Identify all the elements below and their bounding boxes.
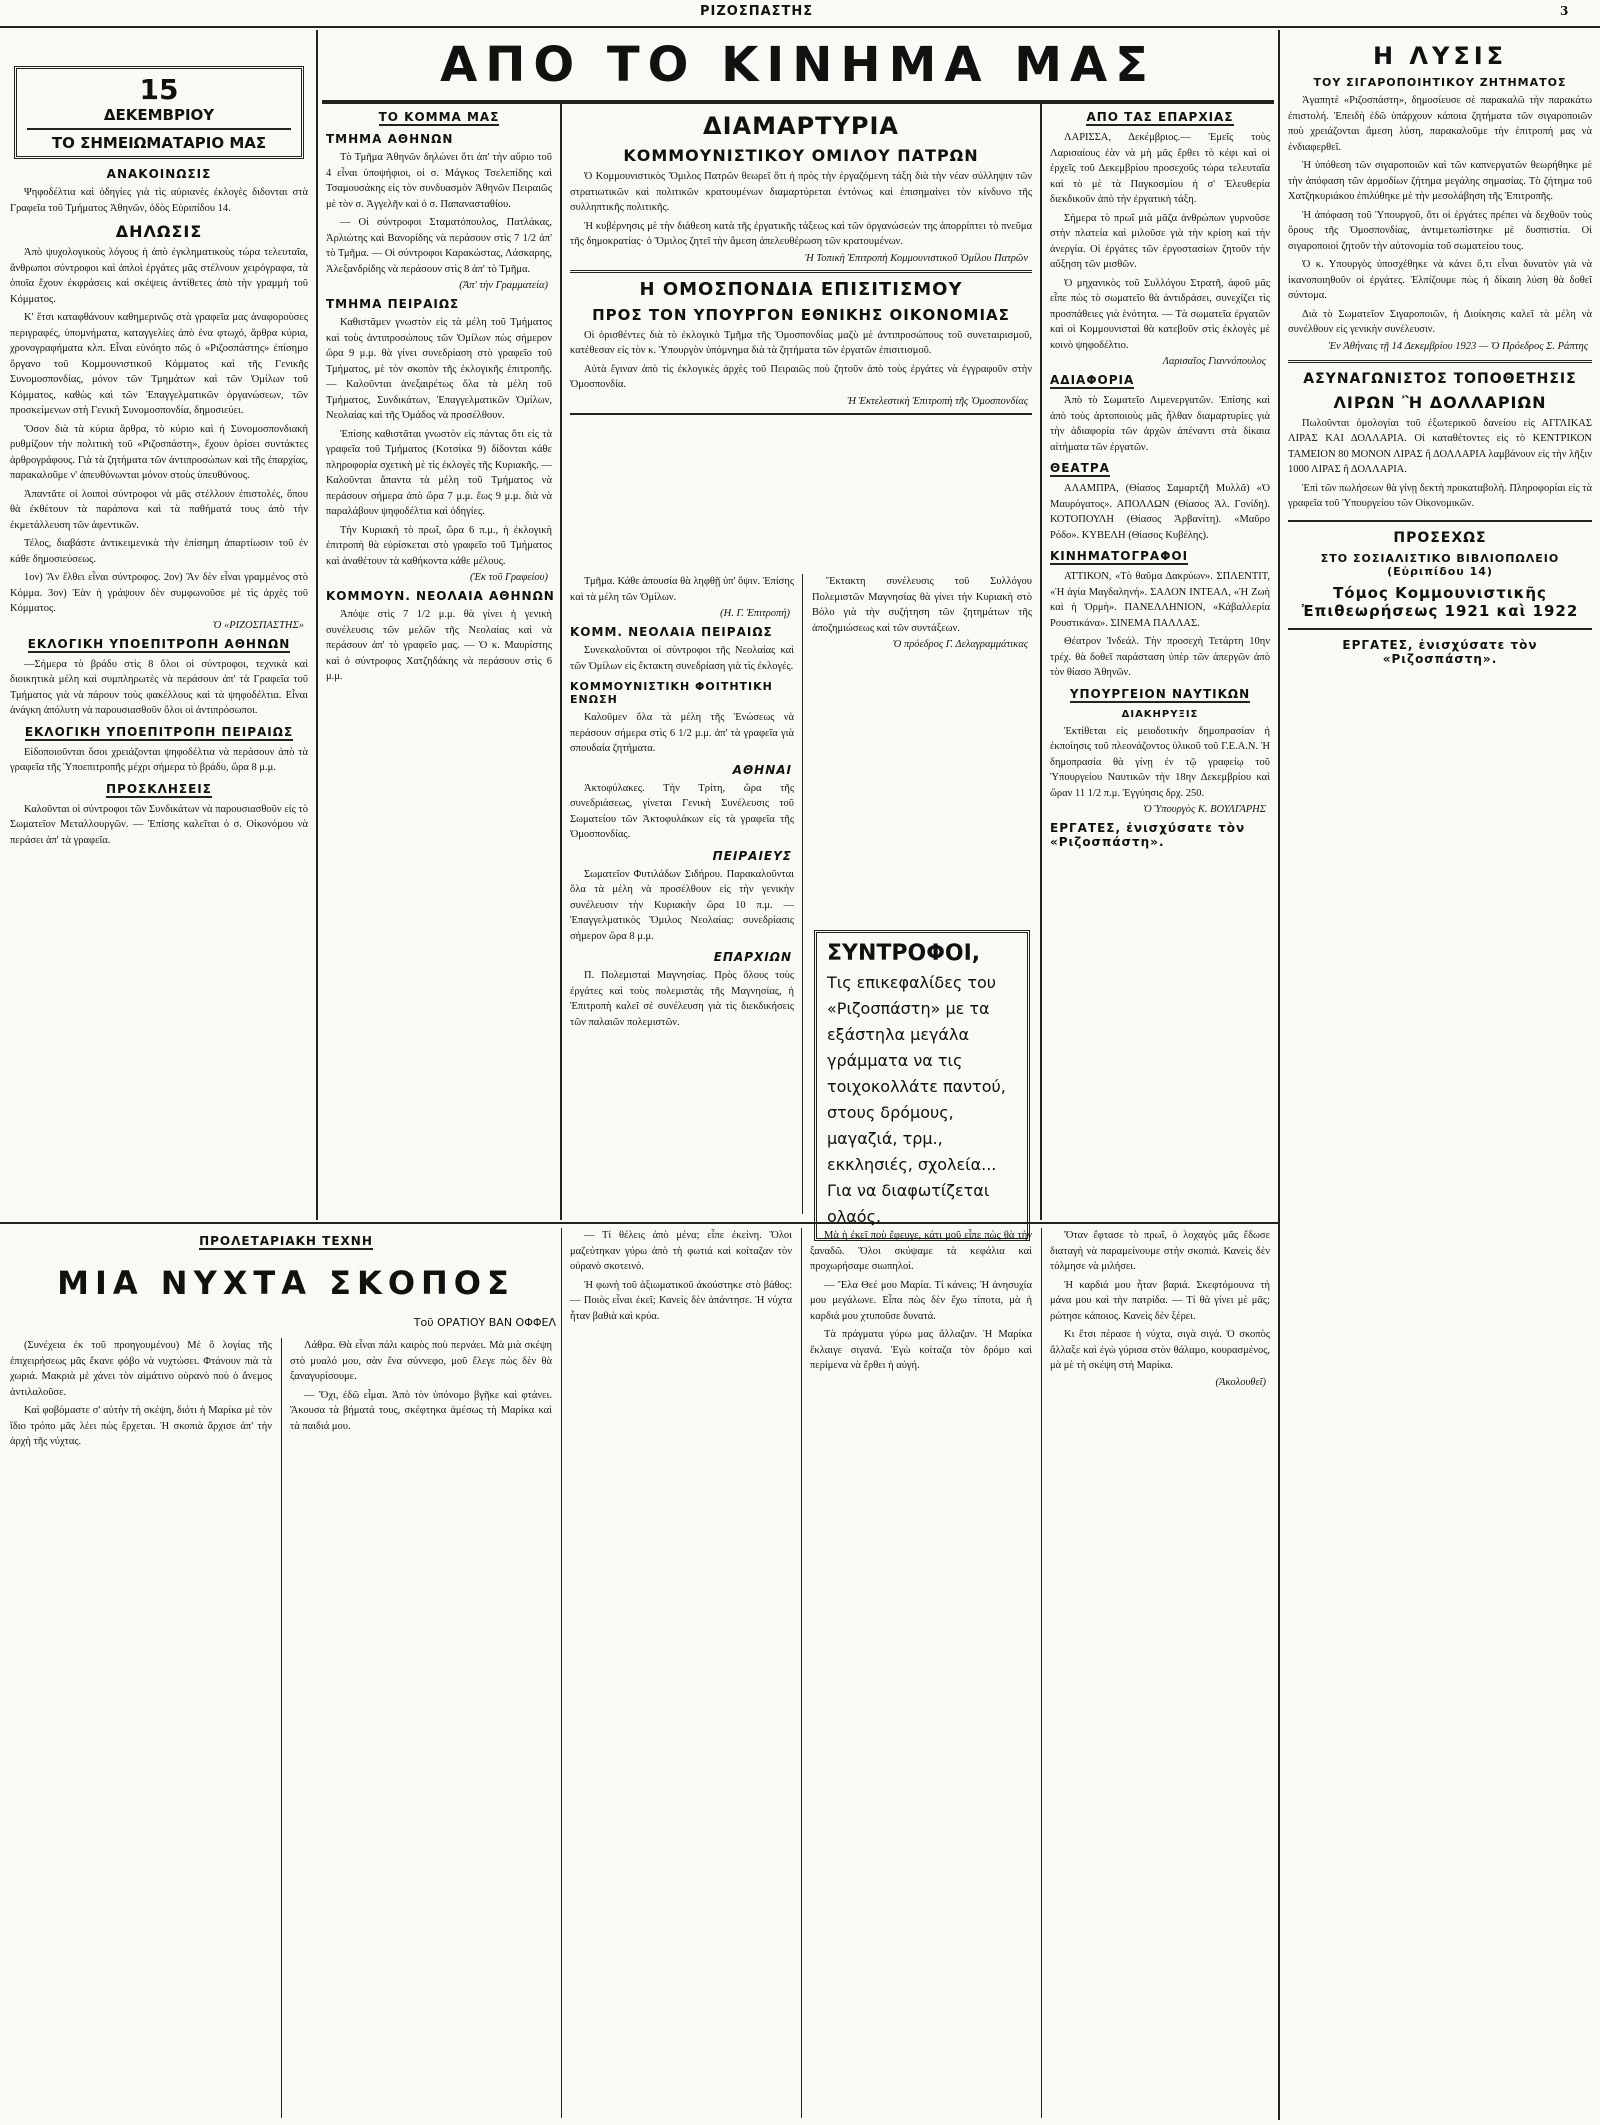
top-rule	[0, 26, 1600, 28]
magnesia-sig: Ὁ πρόεδρος Γ. Δελαγραμμάτικας	[892, 639, 1028, 650]
story-p5: — Τί θέλεις ἀπὸ μένα; εἶπε ἐκείνη. Ὅλοι μαζεύτηκαν γύρω ἀπὸ τὴ φωτιά καὶ κοίταζαν τὸν οὐρανὸ σκοτεινό.	[570, 1230, 792, 1272]
story-col-1	[6, 1338, 276, 2118]
dilosis-p6: 1ον) Ἂν ἔλθει εἶναι σύντροφος. 2ον) Ἂν δὲν εἶναι γραμμένος στὸ Κόμμα. 3ον) Ἐὰν ἡ γράψουν δὲν συμφωνοῦσε μὲ τὶς ἀρχὲς τοῦ Κόμματος.	[10, 572, 308, 614]
story-p8: — Ἔλα Θεέ μου Μαρία. Τί κάνεις; Ἡ ἀνησυχία μου μεγάλωνε. Εἶπα πὼς δὲν ἔχω τίποτα, μὰ ἡ καρδιά μου χτυποῦσε δυνατά.	[810, 1279, 1032, 1322]
story-title: ΜΙΑ ΝΥΧΤΑ ΣΚΟΠΟΣ	[57, 1264, 515, 1302]
omospondia-text1: Οἱ ὁρισθέντες διὰ τὸ ἐκλογικὸ Τμῆμα τῆς Ὁμοσπονδίας μαζὺ μὲ ἀντιπροσώπους τοῦ συνεταιρισμοῦ, κατέθεσαν εἰς τὸν κ. Ὑπουργὸν ὑπόμνημα διὰ τὰ ζητήματα τῶν ἐργατῶν ἐπισιτισμοῦ.	[570, 329, 1032, 356]
story-author: Τοῦ ΟΡΑΤΙΟΥ ΒΑΝ ΟΦΦΕΛ	[413, 1316, 556, 1329]
komm-neolaia-text: Ἀπόψε στὶς 7 1/2 μ.μ. θὰ γίνει ἡ γενικὴ συνέλευσις τῶν μελῶν τῆς Νεολαίας καὶ νὰ περάσουν ἀπ' τὸ γραφεῖο μας. — Ὁ κ. Μαυρίστης καὶ ὁ σύντροφος Χατζηδάκης νὰ περάσουν στὶς 6 μ.μ.	[326, 609, 552, 682]
tops-subtitle: ΛΙΡΩΝ Ἢ ΔΟΛΛΑΡΙΩΝ	[1333, 392, 1547, 412]
foititiki-text: Καλοῦμεν ὅλα τὰ μέλη τῆς Ἑνώσεως νὰ περάσουν σήμερα στὶς 6 1/2 μ.μ. ἀπ' τὰ γραφεῖα γιὰ σπουδαία ζητήματα.	[570, 712, 794, 754]
lysis-text5: Διὰ τὸ Σωματεῖον Σιγαροποιῶν, ἡ Διοίκησις καλεῖ τὰ μέλη νὰ συνέλθουν εἰς γενικὴν συνέλευσιν.	[1288, 308, 1592, 335]
story-rule-3	[801, 1228, 802, 2118]
tmima-athinon-text2: — Οἱ σύντροφοι Σταματόπουλος, Πατλάκας, Ἀρλιώτης καὶ Βανορίδης νὰ περάσουν στὶς 7 1/2 ἀπ' τὸ Τμῆμα. — Οἱ σύντροφοι Καρακώστας, Λάσκαρης, Ἀλεξανδρίδης νὰ περάσουν στὶς 8 ἀπ' τὸ Τμῆμα.	[326, 217, 552, 275]
omospondia-text2: Αὐτὰ ἔγιναν ἀπὸ τὶς ἐκλογικὲς ἀρχὲς τοῦ Πειραιῶς ποὺ ζητοῦν ἀπὸ τοὺς ἐργάτες νὰ ἐγγραφοῦν στὴν Ὁμοσπονδία.	[570, 363, 1032, 390]
col-rule-4	[1278, 30, 1280, 2120]
tmima-peiraios-text: Καθιστᾶμεν γνωστὸν εἰς τὰ μέλη τοῦ Τμήματος καὶ τοὺς ἀντιπροσώπους τῶν Ὁμίλων πὼς σήμερον ὥρα 9 μ.μ. θὰ γίνει συνεδρίαση στὸ γραφεῖο τοῦ Τμήματος, μὲ τὸν σκοπὸν τῆς ἐκλογικῆς ἐπιτροπῆς. — Καλοῦνται ἀνεξαιρέτως ὅλα τὰ μέλη τοῦ Τμήματος, Συνδικάτων, Ἐπαγγελματικῶν Ὁμίλων, Νεολαίας καὶ τῆς Ὁμάδος νὰ προσέλθουν.	[326, 317, 552, 421]
story-header	[6, 1228, 566, 1329]
comrades-title: ΣΥΝΤΡΟΦΟΙ,	[827, 941, 981, 966]
story-section	[6, 1228, 1274, 2120]
lysis-subtitle: ΤΟΥ ΣΙΓΑΡΟΠΟΙΗΤΙΚΟΥ ΖΗΤΗΜΑΤΟΣ	[1313, 76, 1567, 89]
col-rule-3	[1040, 104, 1042, 1220]
column-2	[322, 104, 556, 1218]
heading-tmima-athinon: ΤΜΗΜΑ ΑΘΗΝΩΝ	[326, 132, 454, 146]
diamartyria-subtitle: ΚΟΜΜΟΥΝΙΣΤΙΚΟΥ ΟΜΙΛΟΥ ΠΑΤΡΩΝ	[623, 146, 979, 165]
anakoinoseis-text: Ψηφοδέλτια καὶ ὁδηγίες γιὰ τὶς αὐριανὲς ἐκλογὲς διδονται στὰ Γραφεῖα τοῦ Τμήματος Ἀθηνῶν, ὁδὸς Εὐριπίδου 14.	[10, 187, 308, 214]
story-p1: (Συνέχεια ἐκ τοῦ προηγουμένου) Μὲ ὅ λογίας τῆς ἐπιχειρήσεως μᾶς ἔκανε φόβο νὰ νυχτώσει. Φτάνουν πιὰ τὰ χωριά. Μακριὰ μὲ χάνει τὸν αἰμάτινο οὐρανὸ ποὺ ὁ ἄνεμος ἀντιλαλοῦσε.	[10, 1340, 272, 1398]
heading-anakoinoseis: ΑΝΑΚΟΙΝΩΣΙΣ	[106, 167, 212, 181]
story-p6: Ἡ φωνὴ τοῦ ἀξιωματικοῦ ἀκούστηκε στὸ βάθος: — Ποιὸς εἶναι ἐκεῖ; Κανεὶς δὲν ἀπάντησε. Ἡ νύχτα ἦταν βαθιὰ καὶ κρύα.	[570, 1279, 792, 1322]
story-rule-4	[1041, 1228, 1042, 2118]
ypourgeion-text: Ἐκτίθεται εἰς μειοδοτικὴν δημοπρασίαν ἡ ἐκποίησις τοῦ πλεονάζοντος ὑλικοῦ τοῦ Γ.Ε.Α.Ν. Ἡ δημοπρασία θὰ γίνῃ ἐν τῷ γραφείῳ τοῦ Ὑπουργείου Ναυτικῶν τὴν 18ην Δεκεμβρίου καὶ ὥραν 11 1/2 π.μ. Ἐγγύησις δρχ. 250.	[1050, 725, 1270, 799]
story-col-3	[566, 1228, 796, 2118]
eklog-pei-text: Εἰδοποιοῦνται ὅσοι χρειάζονται ψηφοδέλτια νὰ περάσουν ἀπὸ τὰ γραφεῖα τῆς Ὑποεπιτροπῆς μέχρι σήμερα τὸ βράδυ, ὥρα 8 μ.μ.	[10, 746, 308, 773]
story-rule	[0, 1222, 1278, 1224]
story-p11: Ἡ καρδιά μου ἦταν βαριά. Σκεφτόμουνα τὴ μάνα μου καὶ τὴν πατρίδα. — Τί θὰ γίνει μὲ μᾶς; ρώτησε κάποιος. Κανεὶς δὲν ξέρει.	[1050, 1279, 1270, 1322]
heading-foititiki: ΚΟΜΜΟΥΝΙΣΤΙΚΗ ΦΟΙΤΗΤΙΚΗ ΕΝΩΣΗ	[570, 680, 773, 706]
larisa-text2: Σήμερα τὸ πρωΐ μιὰ μᾶζα ἀνθρώπων γυρνοῦσε στὴν πλατεία καὶ μιλοῦσε γιὰ τὴν κρίση καὶ τὴν ἀνεργία. Οἱ ἐργάτες τῶν ἐργοστασίων ζητοῦν τὴν αὔξηση τῶν μισθῶν.	[1050, 212, 1270, 270]
athinai-text: Ἀκτοφύλακες. Τὴν Τρίτη, ὥρα τῆς συνεδριάσεως, γίνεται Γενικὴ Συνέλευσις τοῦ Σωματείου τῶν Ἀκτοφυλάκων εἰς τὰ γραφεῖα τῆς Ὁμοσπονδίας.	[570, 782, 794, 840]
dilosis-p3: Ὅσον διὰ τὰ κύρια ἄρθρα, τὸ κύριο καὶ ἡ Συνομοσπονδιακὴ ρυθμίζουν τὴν πολιτικὴ τοῦ «Ριζοσπάστη», ἔχουν ὁρίσει συντάκτες ἀρθρογράφους. Γιὰ τὰ ζητήματα τῶν ἀντιπροσώπων καὶ τῆς ἐπαρχίας, παρακαλοῦμε ν' ἀπευθύνωνται μόνον στοὺς ὑπευθύνους.	[10, 423, 308, 481]
tomos-text: Τόμος Κομμουνιστικῆς Ἐπιθεωρήσεως 1921 καὶ 1922	[1301, 583, 1579, 620]
heading-athinai: ΑΘΗΝΑΙ	[732, 762, 792, 777]
komm-peiraios-text: Συνεκαλοῦνται οἱ σύντροφοι τῆς Νεολαίας καὶ τῶν Ὁμίλων εἰς ἔκτακτη συνεδρίαση γιὰ τὶς ἐκλογές.	[570, 645, 794, 672]
story-continued: (Ἀκολουθεῖ)	[1215, 1376, 1266, 1388]
col-rule-1	[316, 30, 318, 1220]
proskliseis-text: Καλοῦνται οἱ σύντροφοι τῶν Συνδικάτων νὰ παρουσιασθοῦν εἰς τὸ Σωματεῖον Μεταλλουργῶν. — Ἐπίσης καλεῖται ὁ σ. Οἰκονόμου νὰ περάσει ἀπ' τὰ γραφεῖα.	[10, 803, 308, 846]
eklog-ath-text: —Σήμερα τὸ βράδυ στὶς 8 ὅλοι οἱ σύντροφοι, τεχνικὰ καὶ διοικητικὰ μέλη καὶ συμπληρωτὲς νὰ περάσουν ἀπ' τὰ Γραφεῖα τοῦ Τμήματος γιὰ νὰ πάρουν τοὺς φακέλλους καὶ τὰ ψηφοδέλτια. Εἶναι ἀνάγκη ἀπόλυτη νὰ παρουσιασθοῦν ὅλοι οἱ ἀντιπρόσωποι.	[10, 658, 308, 716]
column-3b	[808, 574, 1036, 1226]
main-title: ΑΠΟ ΤΟ ΚΙΝΗΜΑ ΜΑΣ	[440, 37, 1156, 93]
comrades-text: Τις επικεφαλίδες του «Ριζοσπάστη» με τα εξάστηλα μεγάλα γράμματα να τις τοιχοκολλάτε παντού, στους δρόμους, μαγαζιά, τρμ., εκκλησιές, σχολεία... Για να διαφωτίζεται ολαός.	[827, 973, 1006, 1226]
omospondia-title: Η ΟΜΟΣΠΟΝΔΙΑ ΕΠΙΣΙΤΙΣΜΟΥ	[639, 278, 963, 300]
story-p4: — Ὄχι, ἐδῶ εἶμαι. Ἀπὸ τὸν ὑπόνομο βγῆκε καὶ φτάνει. Ἄκουσα τὰ βήματά τους, σκέφτηκα ἀμέσως τὴ Μαρίκα καὶ τὰ παιδιά μου.	[290, 1389, 552, 1432]
story-rule-1	[281, 1338, 282, 2118]
comrades-box	[814, 930, 1030, 1241]
story-p12: Κι ἔτσι πέρασε ἡ νύχτα, σιγὰ σιγά. Ὁ σκοπὸς ἄλλαξε καὶ ἐγὼ γύρισα στὸν θάλαμο, κουρασμένος, μὰ μὲ τὴ σκέψη στὴ Μαρίκα.	[1050, 1329, 1270, 1371]
story-rule-2	[561, 1228, 562, 2118]
lysis-text1: Ἀγαπητὲ «Ριζοσπάστη», δημοσίευσε σὲ παρακαλῶ τὴν παρακάτω ἐπιστολή. Ἐπειδὴ ἐδῶ ὑπάρχουν κάποια ζητήματα τῶν σιγαροποιῶν ποὺ χρειάζονται ἄμεση λύση, παρακαλοῦμε τὴν ἐπιτροπή μας νὰ ἐνδιαφερθεῖ.	[1288, 95, 1592, 153]
story-p7: Μὰ ἡ ἐκεῖ ποὺ ἔφευγε, κάτι μοῦ εἶπε πὼς θὰ τὴν ξαναδῶ. Ὅλοι σκύψαμε τὰ κεφάλια καὶ προχωρήσαμε σιωπηλοί.	[810, 1230, 1032, 1272]
newspaper-name: ΡΙΖΟΣΠΑΣΤΗΣ	[700, 4, 814, 19]
date-month: ΔΕΚΕΜΒΡΙΟΥ	[103, 106, 215, 124]
diamartyria-text1: Ὁ Κομμουνιστικὸς Ὅμιλος Πατρῶν θεωρεῖ ὅτι ἡ πρὸς τὴν ἐργαζόμενη τάξη διὰ τὴν νέαν σύλληψιν τῶν στρατιωτικῶν καὶ πολιτικῶν κρατουμένων διαμαρτύρεται ἐντόνως καὶ ἐπισημαίνει τὸν κίνδυνο τῆς συλληπτικῆς πολιτικῆς.	[570, 171, 1032, 213]
eparxion-text: Π. Πολεμισταὶ Μαγνησίας. Πρὸς ὅλους τοὺς ἐργάτες καὶ τοὺς πολεμιστὰς τῆς Μαγνησίας, ἡ Ἐπιτροπὴ καλεῖ σὲ συνέλευση γιὰ τὶς διεκδικήσεις τῶν παλαιῶν πολεμιστῶν.	[570, 970, 794, 1028]
larisa-text: ΛΑΡΙΣΣΑ, Δεκέμβριος.— Ἐμεῖς τοὺς Λαρισαίους ἐὰν νὰ μὴ μᾶς ἔρθει τὸ κέφι καὶ οἱ ἐρχεῖς τοῦ Δεκεμβρίου προσεχοῦς τώρα τελευταῖα καὶ τὸ μὲ τὰ Παγκοσμίου ἡ σ' Ἐλευθερία διεκδικοῦν ἀπὸ τὴν ἐργατικὴ τάξη.	[1050, 132, 1270, 205]
col-rule-2	[560, 104, 562, 1220]
masthead	[0, 0, 1600, 24]
heading-peiraieus: ΠΕΙΡΑΙΕΥΣ	[712, 848, 792, 863]
dilosis-p5: Τέλος, διαβάστε ἀντικειμενικὰ τὴν ἐπίσημη ἀπαρτίωσιν τοῦ ἐν κάθε δημοσιεύσεως.	[10, 538, 308, 565]
story-col-2	[286, 1338, 556, 2118]
story-p9: Τὰ πράγματα γύρω μας ἄλλαζαν. Ἡ Μαρίκα ἔκλαιγε σιγανά. Ἐγὼ κοίταζα τὸν δρόμο καὶ περίμενα νὰ ἔρθει ἡ αὐγή.	[810, 1329, 1032, 1371]
page-number: 3	[1560, 4, 1569, 18]
kinim-text: ΑΤΤΙΚΟΝ, «Τὸ θαῦμα Δακρύων». ΣΠΛΕΝΤΙΤ, «Ἡ ἁγία Μαγδαληνή». ΣΑΛΟΝ ΙΝΤΕΑΛ, «Ἡ Ζωὴ καὶ ἡ Ὁρμὴ». ΠΑΝΕΛΛΗΝΙΟΝ, «Κάβαλλερία Ρουστικάνα». ΣΙΝΕΜΑ ΠΑΛΛΑΣ.	[1050, 571, 1270, 629]
omospondia-sig: Ἡ Ἐκτελεστικὴ Ἐπιτροπὴ τῆς Ὁμοσπονδίας	[847, 395, 1028, 407]
column-3	[566, 104, 1036, 1226]
omospondia-subtitle: ΠΡΟΣ ΤΟΝ ΥΠΟΥΡΓΟΝ ΕΘΝΙΚΗΣ ΟΙΚΟΝΟΜΙΑΣ	[592, 305, 1010, 324]
heading-adiaforia: ΑΔΙΑΦΟΡΙΑ	[1050, 373, 1135, 387]
ergates-note: ΕΡΓΑΤΕΣ, ἐνισχύσατε τὸν «Ριζοσπάστη».	[1050, 821, 1246, 849]
column-4	[1046, 104, 1274, 1218]
theatra-text: ΑΛΑΜΠΡΑ, (Θίασος Σαμαρτζῆ Μυλλᾶ) «Ὁ Μαυρόγατος». ΑΠΟΛΛΩΝ (Θίασος Ἀλ. Γονίδη). ΚΟΤΟΠΟΥΛΗ (Θίασος Ἀρβανίτη). «Μαῦρο Ρόδο». ΚΥΒΕΛΗ (Θίασος Κυβέλης).	[1050, 483, 1270, 541]
date-day: 15	[139, 73, 179, 106]
heading-proskliseis: ΠΡΟΣΚΛΗΣΕΙΣ	[106, 781, 212, 796]
larisa-sig: Λαρισαῖος Γιαννόπουλος	[1162, 356, 1266, 367]
heading-eklog-ath: ΕΚΛΟΓΙΚΗ ΥΠΟΕΠΙΤΡΟΠΗ ΑΘΗΝΩΝ	[27, 636, 291, 651]
lysis-text3: Ἡ ἀπόφαση τοῦ Ὑπουργοῦ, ὅτι οἱ ἐργάτες πρέπει νὰ δεχθοῦν τοὺς ὅρους τῆς Ὁμοσπονδίας, ἀντιμετωπίστηκε μὲ δυσπιστία. Οἱ σιγαροποιοὶ ζητοῦν τὴν αὐτονομία τοῦ σωματείου τους.	[1288, 209, 1592, 252]
kinim-text2: Θέατρον Ἰνδεάλ. Τὴν προσεχὴ Τετάρτη 10ην τρέχ. θὰ δοθεῖ παράσταση ὑπὲρ τῶν ἀπεργῶν ἀπὸ τὸν θίασο Ἀθηνῶν.	[1050, 636, 1270, 678]
heading-komm-peiraios: ΚΟΜΜ. ΝΕΟΛΑΙΑ ΠΕΙΡΑΙΩΣ	[570, 625, 773, 639]
dilosis-p2: Κ' ἔτσι καταφθάνουν καθημερινῶς στὰ γραφεῖα μας ἀναφοροὺσες περιγραφές, ὑπομνήματα, καταγγελίες ἀπὸ ἐνα φτωχό, ἄρθρα κύρια, χρονογραφήματα κλπ. Εἶναι εὐνόητο πῶς ὁ «Ριζοσπάστης» ἐπίσημο ὄργανο τοῦ Κομμουνιστικοῦ Κόμματος καὶ τῆς Γενικῆς Συνομοσπονδίας, μόνον τῶν Τμημάτων καὶ τῶν Ὁμίλων τοῦ Κόμματος, καθὼς καὶ τῶν Ἐπαγγελματικῶν ὀργανώσεων, τῶν προσκείμενων στὴ Γενικὴ Συνομοσπονδία, δημοσιεύει.	[10, 312, 308, 416]
ypourgeion-sub: ΔΙΑΚΗΡΥΞΙΣ	[1121, 708, 1199, 720]
story-col-5	[1046, 1228, 1274, 2118]
diamartyria-title: ΔΙΑΜΑΡΤΥΡΙΑ	[703, 112, 899, 140]
lysis-text2: Ἡ ὑπόθεση τῶν σιγαροποιῶν καὶ τῶν καπνεργατῶν θεωρήθηκε μὲ τὴν ἀπόφαση τῶν ἀρμοδίων ζήτημα μεγάλης σημασίας. Τὸ ζήτημα τοῦ Χατζηκυριάκου ἐπιλύθηκε μὲ τὴν μεσολάβηση τῆς Ἐπιτροπῆς.	[1288, 160, 1592, 202]
heading-dilosis: ΔΗΛΩΣΙΣ	[115, 222, 203, 241]
story-col-4	[806, 1228, 1036, 2118]
column-5	[1284, 34, 1596, 2120]
heading-theatra: ΘΕΑΤΡΑ	[1050, 461, 1110, 475]
column-3a	[566, 574, 798, 1214]
tmima-peiraios-text3: Τὴν Κυριακὴ τὸ πρωΐ, ὥρα 6 π.μ., ἡ ἐκλογικὴ ἐπιτροπὴ θὰ εὑρίσκεται στὸ γραφεῖο τοῦ Τμήματος καὶ ἀναθέτουν τὰ καθήκοντα κάθε μέλους.	[326, 524, 552, 567]
larisa-text3: Ὁ μηχανικὸς τοῦ Συλλόγου Στρατῆ, ἀφοῦ μᾶς εἶπε πὼς τὸ σωματεῖο θὰ ἀντιδράσει, συνεχίζει τὶς προσπάθειες γιὰ ἑνότητα. — Τὰ σωματεῖα ἐργατῶν καὶ οἱ Κομμουνισταὶ θὰ κατεβοῦν στὶς ἐκλογὲς μὲ κοινὸ ψηφοδέλτιο.	[1050, 277, 1270, 351]
heading-tmima-peiraios: ΤΜΗΜΑ ΠΕΙΡΑΙΩΣ	[326, 297, 460, 311]
tops-text2: Ἐπὶ τῶν πωλήσεων θὰ γίνῃ δεκτὴ προκαταβολὴ. Πληροφορίαι εἰς τὰ γραφεῖα τοῦ Ὑπουργείου τῶν Οἰκονομικῶν.	[1288, 482, 1592, 509]
heading-eklog-pei: ΕΚΛΟΓΙΚΗ ΥΠΟΕΠΙΤΡΟΠΗ ΠΕΙΡΑΙΩΣ	[24, 724, 294, 739]
tops-title: ΑΣΥΝΑΓΩΝΙΣΤΟΣ ΤΟΠΟΘΕΤΗΣΙΣ	[1303, 370, 1577, 387]
dilosis-p4: Ἀπαντᾶτε οἱ λοιποὶ σύντροφοι νὰ μᾶς στέλλουν ἐπιστολές, ὅπου θὰ ἐκθέτουν τὰ παράπονα καὶ τὰ παθήματά τους ἀπὸ τὴν ἐκμετάλλευση τῶν ἀφεντικῶν.	[10, 488, 308, 531]
heading-to-komma-mas: ΤΟ ΚΟΜΜΑ ΜΑΣ	[378, 110, 500, 124]
lysis-text4: Ὁ κ. Υπουργὸς ὑποσχέθηκε νὰ κάνει ὅ,τι εἶναι δυνατὸν γιὰ νὰ ἱκανοποιηθοῦν οἱ ἐργάτες. Ἐλπίζουμε πὼς ἡ δίκαιη λύση θὰ δοθεῖ σύντομα.	[1288, 259, 1592, 301]
prosexos-title: ΠΡΟΣΕΧΩΣ	[1393, 529, 1487, 546]
tmima-sig: (Η. Γ. Ἐπιτροπή)	[720, 608, 790, 619]
tmima-peiraios-sig: (Ἐκ τοῦ Γραφείου)	[469, 572, 548, 583]
adiaforia-text: Ἀπὸ τὸ Σωματεῖο Λιμενεργατῶν. Ἐπίσης καὶ ἀπὸ τοὺς ἀρτοποιοὺς μᾶς ἦλθαν διαμαρτυρίες γιὰ τὴν ἀδιαφορία τῶν ἀρχῶν ἀπέναντι στὰ δίκαια αἰτήματα τῶν ἐργατῶν.	[1050, 395, 1270, 453]
story-section-label: ΠΡΟΛΕΤΑΡΙΑΚΗ ΤΕΧΝΗ	[199, 1234, 373, 1248]
prosexos-text: ΣΤΟ ΣΟΣΙΑΛΙΣΤΙΚΟ ΒΙΒΛΙΟΠΩΛΕΙΟ (Εὐριπίδου 14)	[1320, 551, 1560, 578]
story-p10: Ὅταν ἔφτασε τὸ πρωΐ, ὁ λοχαγὸς μᾶς ἔδωσε διαταγὴ νὰ παραμείνουμε στὴν σκοπιά. Κανεὶς δὲν τόλμησε νὰ μιλήσει.	[1050, 1230, 1270, 1272]
peiraieus-text: Σωματεῖον Φυτιλάδων Σιδήρου. Παρακαλοῦνται ὅλα τὰ μέλη νὰ προσέλθουν εἰς τὴν γενικὴν συνέλευσιν τὴν Κυριακὴν ὥρα 10 π.μ. — Ἐπαγγελματικὸς Ὅμιλος Νεολαίας: συνεδρίασις σήμερον ὥρα 8 μ.μ.	[570, 868, 794, 942]
heading-ypourgeion: ΥΠΟΥΡΓΕΙΟΝ ΝΑΥΤΙΚΩΝ	[1069, 686, 1251, 701]
tops-text: Πωλοῦνται ὁμολογίαι τοῦ ἐξωτερικοῦ δανείου εἰς ΑΓΓΛΙΚΑΣ ΛΙΡΑΣ ΚΑΙ ΔΟΛΛΑΡΙΑ. Οἱ καταθέτοντες εἰς τὸ ΚΕΝΤΡΙΚΟΝ ΤΑΜΕΙΟΝ 80 ΜΟΝΟΝ ΛΙΡΑΣ ἢ ΔΟΛΛΑΡΙΑ λαμβάνουν εἰς τὴν λῆξιν 1000 ΛΙΡΑΣ ἢ ΔΟΛΛΑΡΙΑ.	[1288, 417, 1592, 475]
column-title: ΤΟ ΣΗΜΕΙΩΜΑΤΑΡΙΟ ΜΑΣ	[51, 134, 267, 152]
tmima-athinon-sig: (Ἀπ' τὴν Γραμματεία)	[459, 280, 548, 291]
ypourgeion-sig: Ὁ Ὑπουργὸς Κ. ΒΟΥΛΓΑΡΗΣ	[1143, 804, 1266, 815]
lysis-title: Η ΛΥΣΙΣ	[1372, 42, 1508, 70]
col3-inner-rule	[802, 574, 803, 1214]
heading-eparxies: ΑΠΟ ΤΑΣ ΕΠΑΡΧΙΑΣ	[1086, 110, 1234, 124]
story-p3: Λάθρα. Θὰ εἶναι πάλι καιρὸς ποὺ περνάει. Μὰ μιὰ σκέψη στὸ μυαλό μου, σὰν ἕνα σύννεφο, μοῦ ἔλεγε πὼς δὲν θὰ ξαναγυρίσουμε.	[290, 1340, 552, 1382]
ergates-note-2: ΕΡΓΑΤΕΣ, ἐνισχύσατε τὸν «Ριζοσπάστη».	[1342, 637, 1538, 666]
heading-komm-neolaia: ΚΟΜΜΟΥΝ. ΝΕΟΛΑΙΑ ΑΘΗΝΩΝ	[326, 589, 555, 603]
diamartyria-text2: Ἡ κυβέρνησις μὲ τὴν διάθεση κατὰ τῆς ἐργατικῆς τάξεως καὶ τῶν ὀργανώσεών της ἀπορρίπτει τὸ πνεῦμα τῆς δημοκρατίας· ὁ Ὅμιλος ζητεῖ τὴν ἄμεση ἀπελευθέρωση τῶν κρατουμένων.	[570, 220, 1032, 247]
tmima-peiraios-text2: Ἐπίσης καθιστᾶται γνωστὸν εἰς πάντας ὅτι εἰς τὰ γραφεῖα τοῦ Τμήματος (Κοτσίκα 9) δίδονται κάθε πληροφορία σχετικὴ μὲ τὶς ἐκλογὲς τῆς Κυριακῆς. — Καλοῦνται ἅπαντα τὰ μέλη τοῦ Τμήματος νὰ περάσουν σήμερα ἀπὸ ὥρα 7 μ.μ. ἕως 9 μ.μ. διὰ νὰ παραλάβουν ψηφοδέλτια καὶ ὁδηγίες.	[326, 428, 552, 517]
dilosis-p1: Ἀπὸ ψυχολογικοὺς λόγους ἡ ἀπὸ ἐγκληματικοὺς τώρα τελευταῖα, ἄνθρωποι σύντροφοι καὶ ἀπλοὶ ἐργάτες μᾶς στέλνουν χειρόγραφα, τὰ ὁποῖα ἔχουν ἐκφράσεις καὶ σκέψεις ἀντίθετες ἀπὸ τὴν γραμμὴ τοῦ Κόμματος.	[10, 247, 308, 305]
section-banner	[322, 32, 1274, 100]
heading-eparxion: ΕΠΑΡΧΙΩΝ	[713, 950, 792, 964]
magnesia-text: Ἔκτακτη συνέλευσις τοῦ Συλλόγου Πολεμιστῶν Μαγνησίας θὰ γίνει τὴν Κυριακὴ στὸ Βόλο γιὰ τὴν συζήτηση τῶν ζητημάτων τῆς ἀποζημιώσεως καὶ τῶν συντάξεων.	[812, 576, 1032, 634]
lysis-sig: Ἐν Ἀθήναις τῇ 14 Δεκεμβρίου 1923 — Ὁ Πρόεδρος Σ. Ράπτης	[1328, 340, 1588, 352]
story-p2: Καὶ φοβόμαστε σ' αὐτὴν τὴ σκέψη, διότι ἡ Μαρίκα μὲ τὸν ἴδιο τρόπο μᾶς λέει πὼς ἔρχεται. Ἡ σκοπιὰ ἄρχισε ἀπ' τὴν ἀρχὴ τῆς νύχτας.	[10, 1405, 272, 1447]
column-1	[6, 34, 312, 1218]
tmima-athinon-text: Τὸ Τμῆμα Ἀθηνῶν δηλώνει ὅτι ἀπ' τὴν αὔριο τοῦ 4 εἶναι ὑποψήφιοι, οἱ σ. Μάγκος Τσελεπίδης καὶ Τσαμουσάκης εἰς τὸν συνδυασμὸν Ἀθηνῶν Πειραιῶς μὲ τὸν σ. Ἀγγελῆν καὶ ὁ σ. Παπανασταθίου.	[326, 152, 552, 210]
diamartyria-sig: Ἡ Τοπικὴ Ἐπιτροπὴ Κομμουνιστικοῦ Ὁμίλου Πατρῶν	[805, 252, 1028, 264]
date-box	[14, 66, 304, 159]
tmima-text: Τμῆμα. Κάθε ἀπουσία θὰ ληφθῇ ὑπ' ὄψιν. Ἐπίσης καὶ τὰ μέλη τῶν Ὁμίλων.	[570, 576, 794, 603]
dilosis-signature: Ὁ «ΡΙΖΟΣΠΑΣΤΗΣ»	[212, 619, 304, 631]
heading-kinimatografoi: ΚΙΝΗΜΑΤΟΓΡΑΦΟΙ	[1050, 549, 1189, 563]
